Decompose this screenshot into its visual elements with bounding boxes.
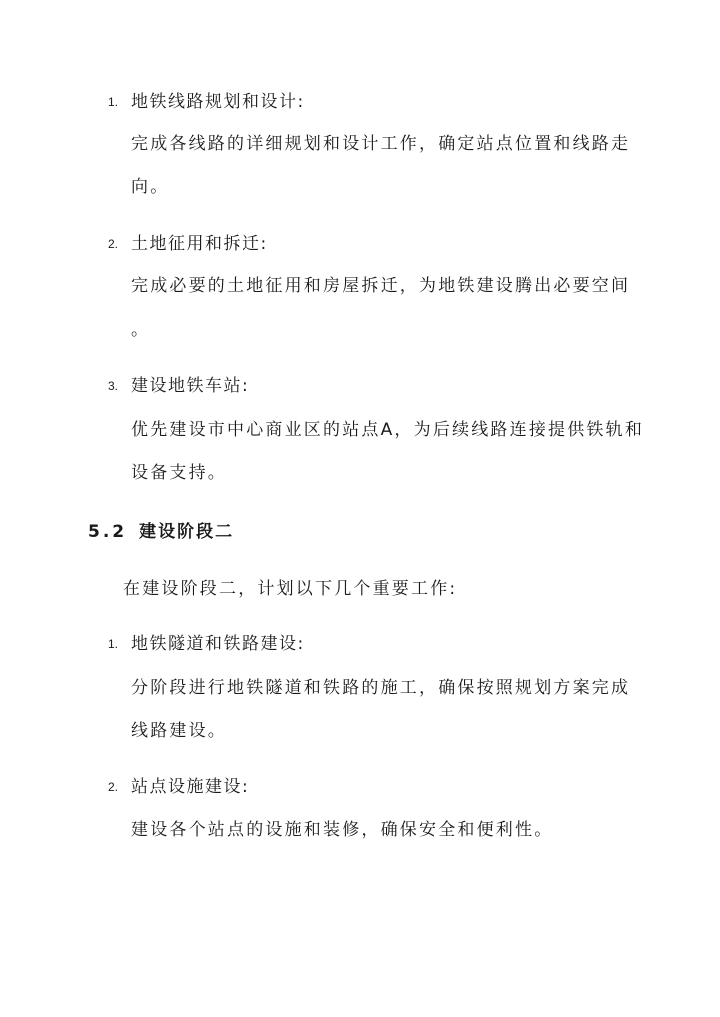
list-item-text: 建设各个站点的设施和装修，确保安全和便利性。 — [131, 820, 554, 840]
list-item-text: 完成各线路的详细规划和设计工作，确定站点位置和线路走 — [131, 134, 631, 154]
list-item-text: 线路建设。 — [131, 721, 227, 741]
list-item-number: 2. — [108, 237, 119, 251]
list-item-text: 分阶段进行地铁隧道和铁路的施工，确保按照规划方案完成 — [131, 678, 631, 698]
list-item-heading — [108, 374, 249, 398]
list-item-text: 优先建设市中心商业区的站点A，为后续线路连接提供铁轨和 — [131, 420, 645, 440]
list-item-title: 地铁隧道和铁路建设: — [131, 634, 305, 654]
list-item-title: 站点设施建设: — [131, 777, 250, 797]
list-item-text: 完成必要的土地征用和房屋拆迁，为地铁建设腾出必要空间 — [131, 276, 631, 296]
list-item-heading — [108, 775, 249, 799]
list-item-number: 1. — [108, 95, 119, 109]
list-item-text: 。 — [131, 320, 151, 340]
list-item-heading — [108, 632, 305, 656]
list-item-title: 建设地铁车站: — [131, 376, 250, 396]
list-item-title: 地铁线路规划和设计: — [131, 92, 305, 112]
list-item-heading — [108, 232, 268, 256]
list-item-number: 1. — [108, 637, 119, 651]
section-number: 5.2 — [88, 522, 128, 542]
list-item-title: 土地征用和拆迁: — [131, 234, 268, 254]
list-item-number: 3. — [108, 379, 119, 393]
section-title: 建设阶段二 — [139, 522, 235, 542]
list-item-text: 设备支持。 — [131, 463, 227, 483]
list-item-text: 向。 — [131, 177, 170, 197]
section-heading — [88, 519, 234, 545]
list-item-heading — [108, 90, 305, 114]
section-intro: 在建设阶段二，计划以下几个重要工作: — [123, 579, 458, 599]
list-item-number: 2. — [108, 780, 119, 794]
